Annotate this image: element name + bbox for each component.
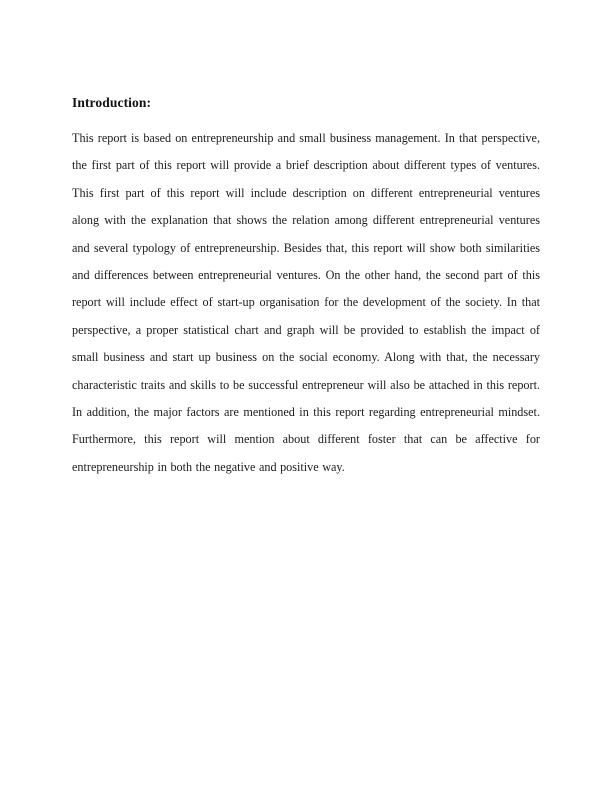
page-content — [72, 95, 540, 481]
section-heading: Introduction: — [72, 95, 152, 110]
body-paragraph: This report is based on entrepreneurship and small business management. In that perspective, the first part of this report will provide a brief description about different types of ventures. This first part of this report will include description on different entrepreneurial ventures along with the explanation that shows the relation among different entrepreneurial ventures and several typology of entrepreneurship. Besides that, this report will show both similarities and differences between entrepreneurial ventures. On the other hand, the second part of this report will include effect of start-up organisation for the development of the society. In that perspective, a proper statistical chart and graph will be provided to establish the impact of small business and start up business on the social economy. Along with that, the necessary characteristic traits and skills to be successful entrepreneur will also be attached in this report. In addition, the major factors are mentioned in this report regarding entrepreneurial mindset. Furthermore, this report will mention about different foster that can be affective for entrepreneurship in both the negative and positive way. — [72, 131, 540, 474]
